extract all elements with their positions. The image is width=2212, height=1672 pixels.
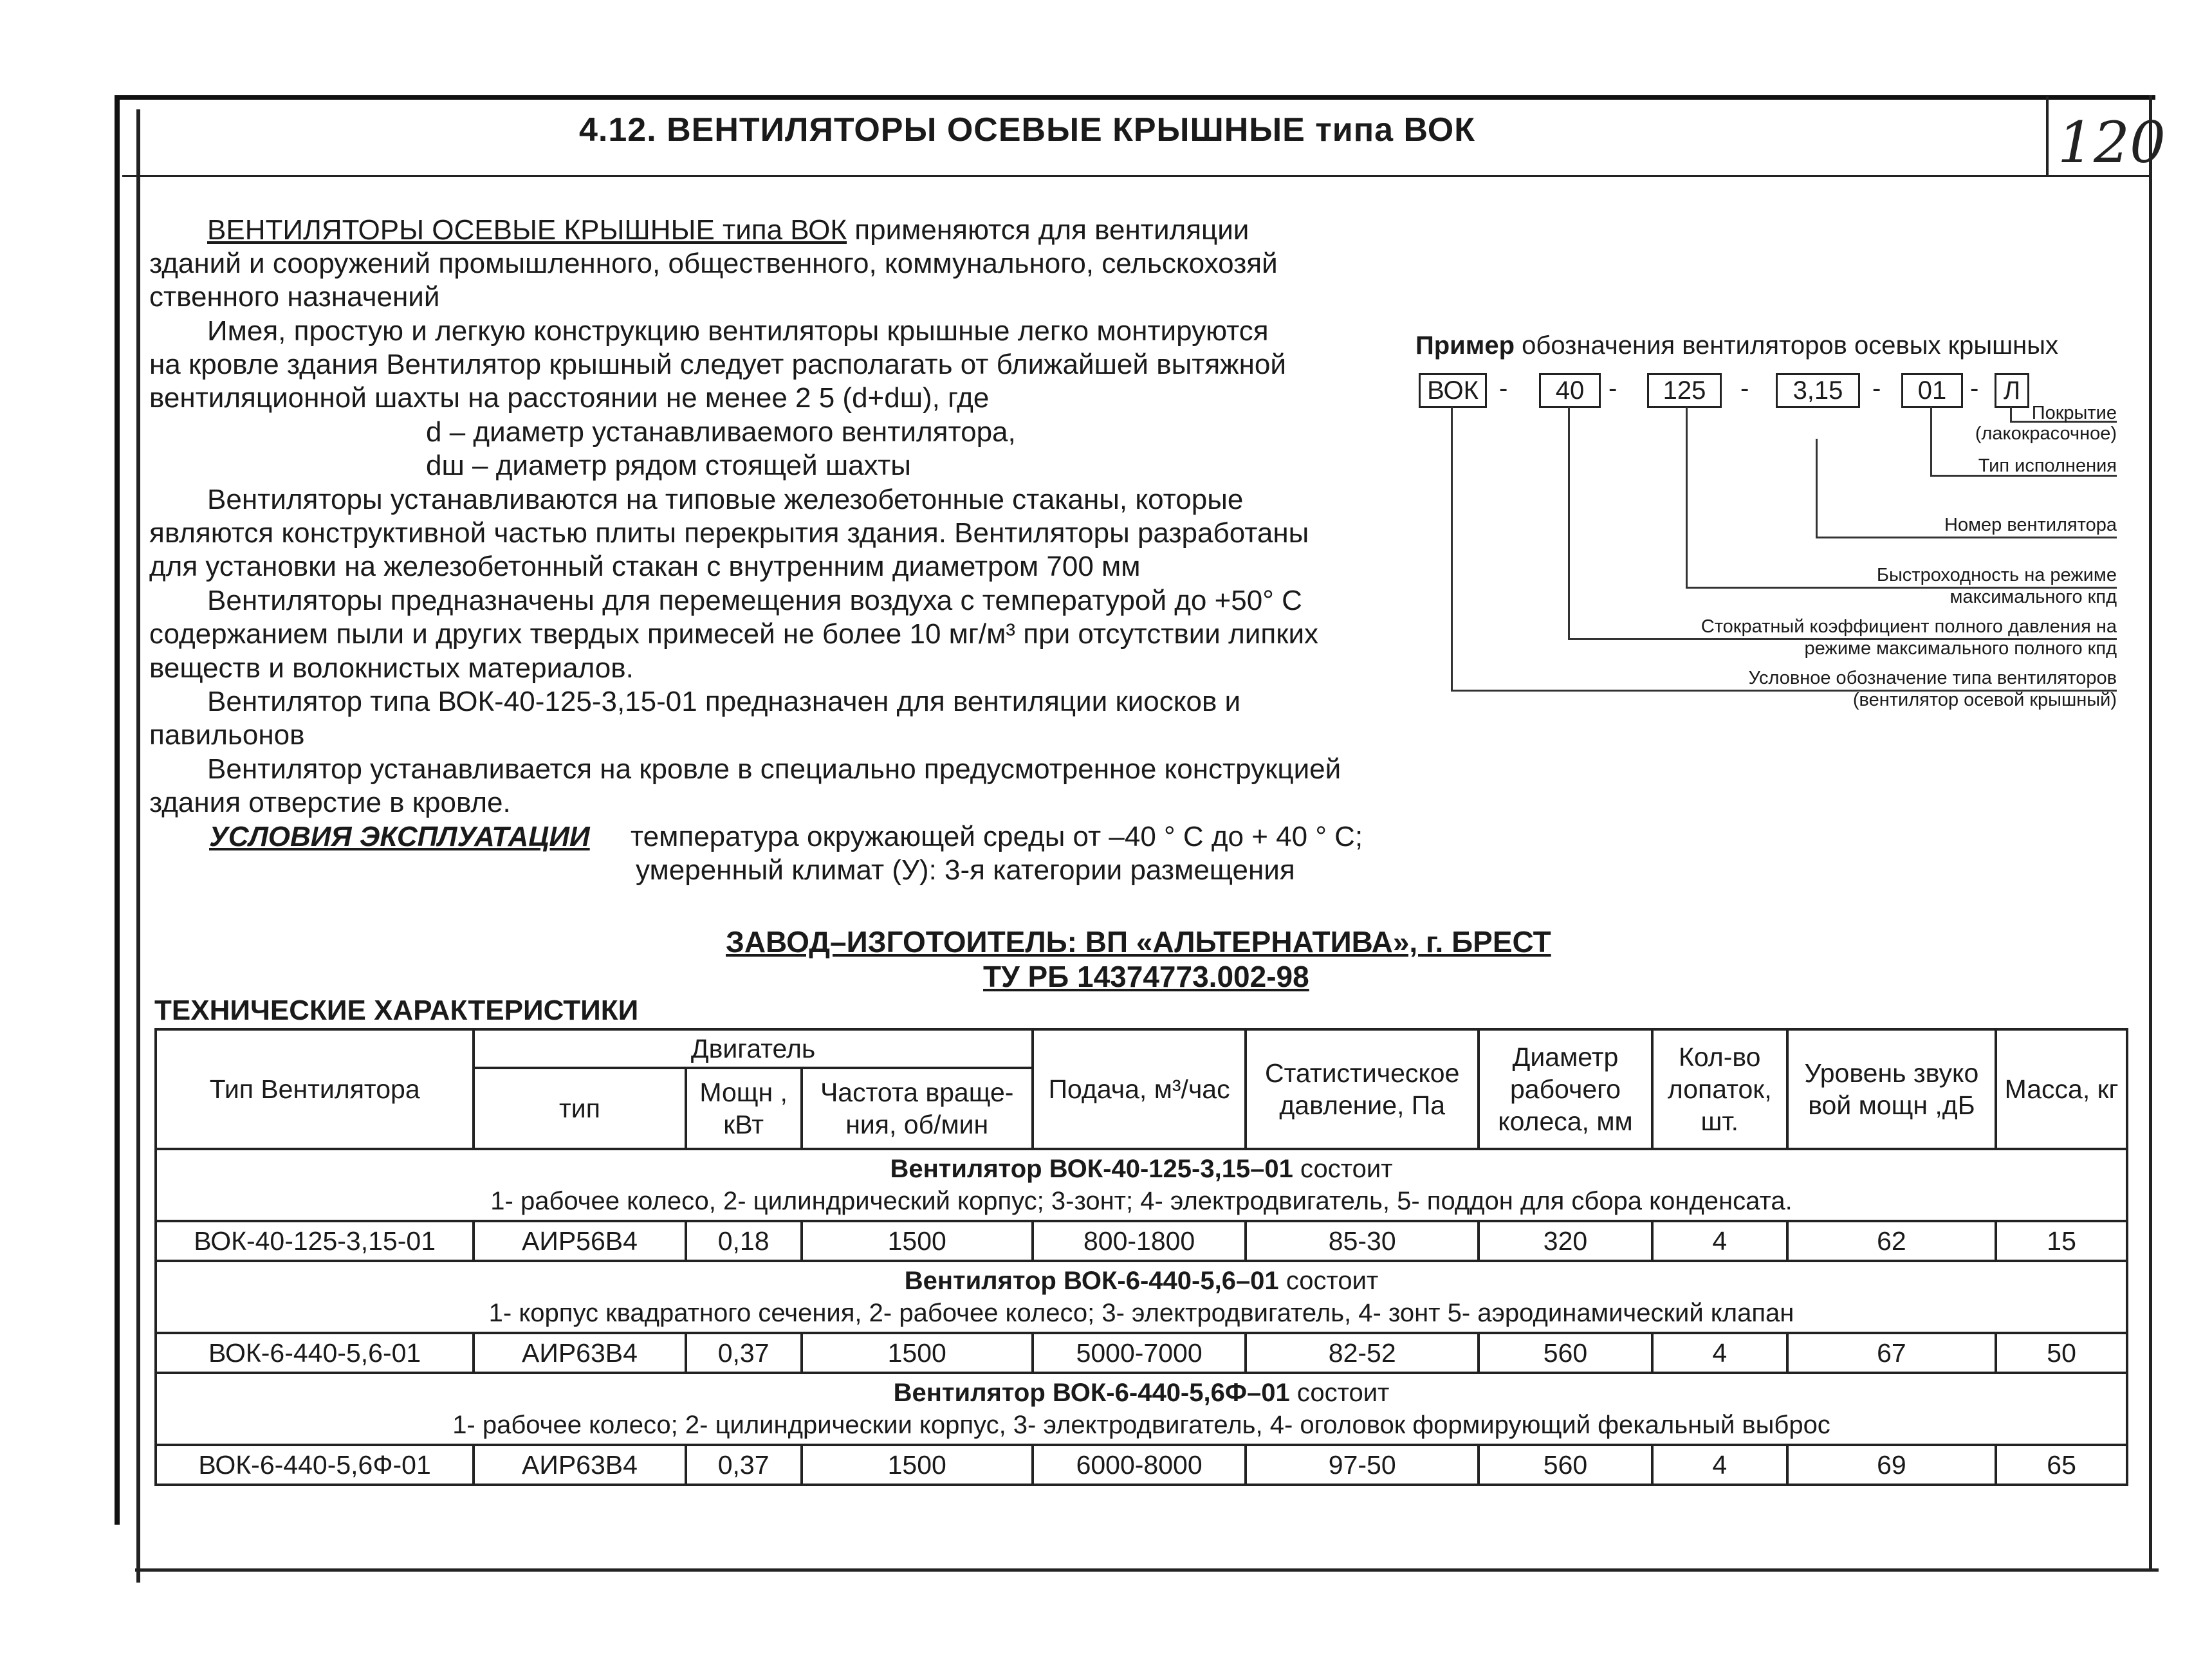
label-type: Условное обозначение типа вентиляторов xyxy=(1748,668,2117,688)
leader-line xyxy=(1451,407,1453,690)
frame-left-inner-border xyxy=(136,109,140,1583)
table-cell: 4 xyxy=(1652,1445,1787,1485)
section-description: Вентилятор ВОК-40-125-3,15–01 состоит 1- рабочее колесо, 2- цилиндрический корпус; 3-зонт; 4- электродвигатель, 5- поддон для сбора конденсата. xyxy=(156,1149,2127,1221)
intro-line-15: Вентилятор типа ВОК-40-125-3,15-01 предназначен для вентиляции киосков и xyxy=(207,686,1241,717)
code-separator: - xyxy=(1608,374,1618,403)
frame-right-border xyxy=(2149,95,2152,1572)
intro-line-5: на кровле здания Вентилятор крышный следует располагать от ближайшей вытяжной xyxy=(149,349,1286,380)
intro-line-11: для установки на железобетонный стакан с внутренним диаметром 700 мм xyxy=(149,551,1141,582)
intro-line-12: Вентиляторы предназначены для перемещения воздуха с температурой до +50° С xyxy=(207,585,1302,616)
code-separator: - xyxy=(1872,374,1881,403)
table-cell: 5000-7000 xyxy=(1033,1333,1246,1373)
code-box-pressure: 40 xyxy=(1539,373,1601,408)
label-execution: Тип исполнения xyxy=(1978,455,2117,476)
leader-line xyxy=(1686,407,1688,587)
table-cell: АИР63В4 xyxy=(474,1445,686,1485)
table-cell: 0,18 xyxy=(686,1221,802,1261)
header-divider xyxy=(122,175,2152,177)
leader-line xyxy=(1930,407,1932,475)
col-header-speed: Частота враще-ния, об/мин xyxy=(802,1068,1033,1149)
code-box-execution: 01 xyxy=(1901,373,1963,408)
section-description: Вентилятор ВОК-6-440-5,6Ф–01 состоит 1- рабочее колесо; 2- цилиндрическии корпус, 3- электродвигатель, 4- оголовок формирующий фекальный выброс xyxy=(156,1373,2127,1445)
table-cell: АИР63В4 xyxy=(474,1333,686,1373)
intro-line-18: здания отверстие в кровле. xyxy=(149,787,511,818)
conditions-line-1: температура окружающей среды от –40 ° С до + 40 ° С; xyxy=(631,821,1363,852)
col-header-power: Мощн , кВт xyxy=(686,1068,802,1149)
table-cell: ВОК-6-440-5,6Ф-01 xyxy=(156,1445,474,1485)
table-cell: 0,37 xyxy=(686,1333,802,1373)
col-header-diameter: Диаметр рабочего колеса, мм xyxy=(1479,1029,1652,1149)
table-cell: 82-52 xyxy=(1246,1333,1479,1373)
leader-line xyxy=(1568,407,1570,638)
code-separator: - xyxy=(1970,374,1979,403)
table-cell: АИР56В4 xyxy=(474,1221,686,1261)
table-cell: 65 xyxy=(1996,1445,2127,1485)
label-coating: Покрытие xyxy=(2031,403,2117,423)
standard-line: ТУ РБ 14374773.002-98 xyxy=(983,960,1309,993)
page-title: 4.12. ВЕНТИЛЯТОРЫ ОСЕВЫЕ КРЫШНЫЕ типа ВОК xyxy=(579,111,1475,149)
label-type-note: (вентилятор осевой крышный) xyxy=(1852,690,2117,710)
col-header-flow: Подача, м³/час xyxy=(1033,1029,1246,1149)
leader-line xyxy=(1816,537,2117,538)
code-box-type: ВОК xyxy=(1419,373,1487,408)
intro-line-9: Вентиляторы устанавливаются на типовые железобетонные стаканы, которые xyxy=(207,484,1244,515)
manufacturer-line: ЗАВОД–ИЗГОТОИТЕЛЬ: ВП «АЛЬТЕРНАТИВА», г. БРЕСТ xyxy=(726,925,1551,959)
intro-line-4: Имея, простую и легкую конструкцию вентиляторы крышные легко монтируются xyxy=(207,315,1269,347)
table-cell: 50 xyxy=(1996,1333,2127,1373)
section-description: Вентилятор ВОК-6-440-5,6–01 состоит 1- корпус квадратного сечения, 2- рабочее колесо; 3- электродвигатель, 4- зонт 5- аэродинамический клапан xyxy=(156,1261,2127,1333)
table-cell: 1500 xyxy=(802,1221,1033,1261)
table-cell: 1500 xyxy=(802,1445,1033,1485)
leader-line xyxy=(2010,407,2012,421)
table-cell: 6000-8000 xyxy=(1033,1445,1246,1485)
intro-line-3: ственного назначений xyxy=(149,281,440,313)
frame-left-border xyxy=(115,95,120,1525)
intro-line-13: содержанием пыли и других твердых примесей не более 10 мг/м³ при отсутствии липких xyxy=(149,618,1319,650)
intro-line-14: веществ и волокнистых материалов. xyxy=(149,652,634,684)
col-header-blades: Кол-во лопаток, шт. xyxy=(1652,1029,1787,1149)
intro-line-16: павильонов xyxy=(149,719,305,751)
table-cell: ВОК-40-125-3,15-01 xyxy=(156,1221,474,1261)
conditions-label: УСЛОВИЯ ЭКСПЛУАТАЦИИ xyxy=(209,821,590,852)
frame-bottom-border xyxy=(135,1568,2159,1572)
code-box-speed: 125 xyxy=(1647,373,1722,408)
table-cell: 800-1800 xyxy=(1033,1221,1246,1261)
intro-line-10: являются конструктивной частью плиты перекрытия здания. Вентиляторы разработаны xyxy=(149,517,1309,549)
table-cell: 97-50 xyxy=(1246,1445,1479,1485)
page-number: 120 xyxy=(2058,109,2166,176)
table-cell: 320 xyxy=(1479,1221,1652,1261)
table-cell: 560 xyxy=(1479,1333,1652,1373)
table-cell: 67 xyxy=(1787,1333,1996,1373)
example-title: Пример обозначения вентиляторов осевых крышных xyxy=(1415,331,2059,360)
code-box-coating: Л xyxy=(1995,373,2029,408)
table-cell: 4 xyxy=(1652,1221,1787,1261)
intro-line-17: Вентилятор устанавливается на кровле в специально предусмотренное конструкцией xyxy=(207,753,1341,785)
code-separator: - xyxy=(1740,374,1749,403)
table-cell: ВОК-6-440-5,6-01 xyxy=(156,1333,474,1373)
intro-line-6: вентиляционной шахты на расстоянии не менее 2 5 (d+dш), где xyxy=(149,382,990,414)
col-header-sound: Уровень звуко вой мощн ,дБ xyxy=(1787,1029,1996,1149)
label-speed-note: максимального кпд xyxy=(1949,587,2117,607)
label-number: Номер вентилятора xyxy=(1944,515,2117,535)
table-cell: 62 xyxy=(1787,1221,1996,1261)
label-pressure: Стократный коэффициент полного давления на xyxy=(1700,616,2117,637)
leader-line xyxy=(1816,439,1818,537)
tech-specs-title: ТЕХНИЧЕСКИЕ ХАРАКТЕРИСТИКИ xyxy=(154,995,639,1026)
col-header-pressure: Статистическое давление, Па xyxy=(1246,1029,1479,1149)
frame-top-border xyxy=(115,95,2155,100)
conditions-line-2: умеренный климат (У): 3-я категории размещения xyxy=(636,854,1295,886)
spec-table xyxy=(154,1028,2128,1486)
table-cell: 85-30 xyxy=(1246,1221,1479,1261)
intro-line-1: ВЕНТИЛЯТОРЫ ОСЕВЫЕ КРЫШНЫЕ типа ВОК применяются для вентиляции xyxy=(207,214,1249,246)
label-speed: Быстроходность на режиме xyxy=(1876,565,2117,585)
col-header-mass: Масса, кг xyxy=(1996,1029,2127,1149)
label-coating-note: (лакокрасочное) xyxy=(1975,423,2117,444)
col-header-type: Тип Вентилятора xyxy=(156,1029,474,1149)
intro-line-2: зданий и сооружений промышленного, общественного, коммунального, сельскохозяй xyxy=(149,248,1278,279)
table-cell: 560 xyxy=(1479,1445,1652,1485)
code-box-number: 3,15 xyxy=(1776,373,1860,408)
table-cell: 4 xyxy=(1652,1333,1787,1373)
label-pressure-note: режиме максимального полного кпд xyxy=(1804,638,2117,659)
table-cell: 0,37 xyxy=(686,1445,802,1485)
intro-line-8: dш – диаметр рядом стоящей шахты xyxy=(426,450,911,481)
col-header-engine-type: тип xyxy=(474,1068,686,1149)
table-cell: 1500 xyxy=(802,1333,1033,1373)
code-separator: - xyxy=(1499,374,1508,403)
page-number-divider xyxy=(2046,96,2049,177)
table-cell: 69 xyxy=(1787,1445,1996,1485)
col-header-engine: Двигатель xyxy=(474,1029,1033,1068)
table-cell: 15 xyxy=(1996,1221,2127,1261)
intro-line-7: d – диаметр устанавливаемого вентилятора, xyxy=(426,416,1016,448)
